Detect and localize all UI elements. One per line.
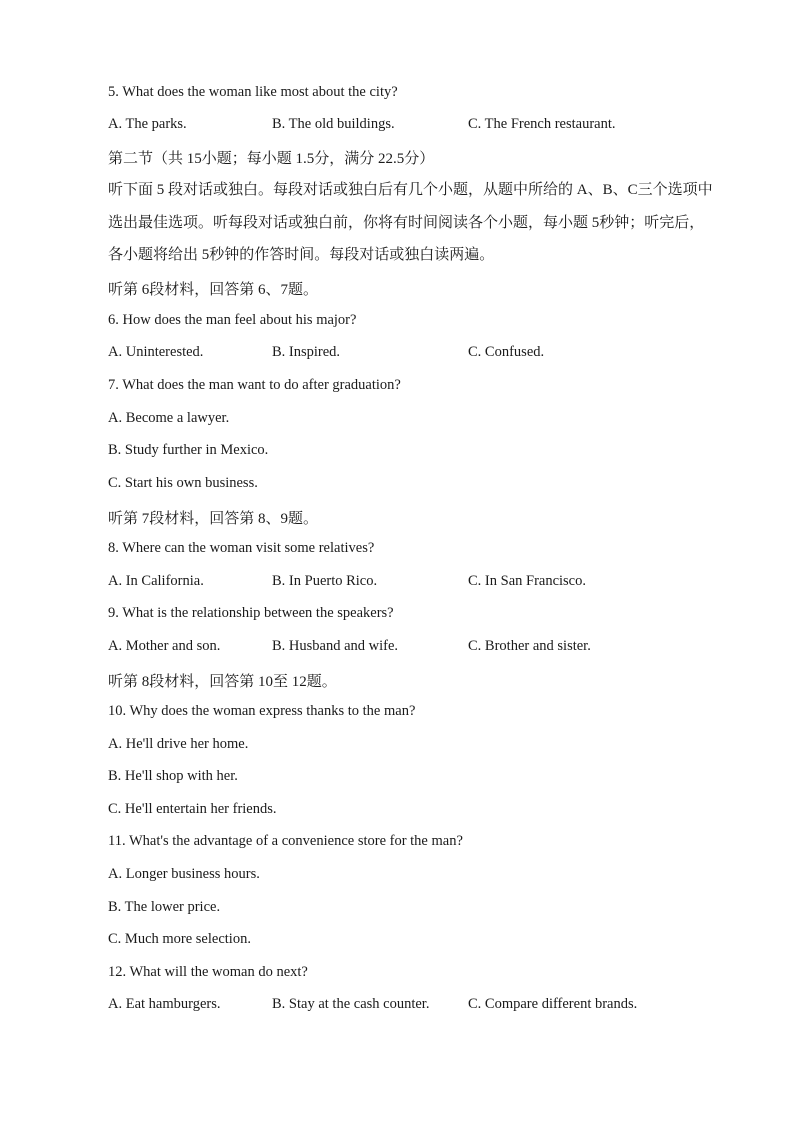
question-5-stem: 5. What does the woman like most about the city?: [108, 84, 398, 100]
question-11-stem: 11. What's the advantage of a convenience store for the man?: [108, 833, 463, 849]
question-11-option-b: B. The lower price.: [108, 899, 221, 915]
question-11-option-a: A. Longer business hours.: [108, 866, 260, 882]
question-8-stem: 8. Where can the woman visit some relatives?: [108, 540, 375, 556]
question-10-option-a: A. He'll drive her home.: [108, 736, 249, 752]
question-6-option-b: B. Inspired.: [272, 344, 341, 360]
question-9-stem: 9. What is the relationship between the speakers?: [108, 605, 394, 621]
question-6-option-a: A. Uninterested.: [108, 344, 204, 360]
material-8-label: 听第 8段材料，回答第 10至 12题。: [108, 674, 337, 690]
question-6-stem: 6. How does the man feel about his major?: [108, 312, 357, 328]
question-12-option-b: B. Stay at the cash counter.: [272, 996, 430, 1012]
section-2-instruction: 听下面 5 段对话或独白。每段对话或独白后有几个小题，从题中所给的 A、B、C三个选项中选出最佳选项。听每段对话或独白前，你将有时间阅读各个小题，每小题 5秒钟；听完后，各小题将给出 5秒钟的作答时间。每段对话或独白读两遍。: [108, 182, 713, 263]
question-9-option-a: A. Mother and son.: [108, 638, 221, 654]
question-10-stem: 10. Why does the woman express thanks to the man?: [108, 703, 416, 719]
question-12-option-c: C. Compare different brands.: [468, 996, 638, 1012]
question-7-option-c: C. Start his own business.: [108, 475, 258, 491]
question-8-option-a: A. In California.: [108, 573, 204, 589]
question-7-stem: 7. What does the man want to do after graduation?: [108, 377, 401, 393]
question-12-stem: 12. What will the woman do next?: [108, 964, 308, 980]
question-12-option-a: A. Eat hamburgers.: [108, 996, 221, 1012]
material-6-label: 听第 6段材料，回答第 6、7题。: [108, 282, 319, 298]
question-5-option-c: C. The French restaurant.: [468, 116, 616, 132]
question-6-option-c: C. Confused.: [468, 344, 545, 360]
material-7-label: 听第 7段材料，回答第 8、9题。: [108, 511, 319, 527]
question-7-option-a: A. Become a lawyer.: [108, 410, 230, 426]
question-8-option-c: C. In San Francisco.: [468, 573, 586, 589]
question-10-option-c: C. He'll entertain her friends.: [108, 801, 277, 817]
question-5-option-b: B. The old buildings.: [272, 116, 395, 132]
question-9-option-b: B. Husband and wife.: [272, 638, 399, 654]
question-10-option-b: B. He'll shop with her.: [108, 768, 238, 784]
question-9-option-c: C. Brother and sister.: [468, 638, 591, 654]
section-2-heading: 第二节（共 15小题；每小题 1.5分，满分 22.5分）: [108, 151, 435, 167]
question-7-option-b: B. Study further in Mexico.: [108, 442, 269, 458]
question-11-option-c: C. Much more selection.: [108, 931, 251, 947]
question-5-option-a: A. The parks.: [108, 116, 187, 132]
question-8-option-b: B. In Puerto Rico.: [272, 573, 378, 589]
